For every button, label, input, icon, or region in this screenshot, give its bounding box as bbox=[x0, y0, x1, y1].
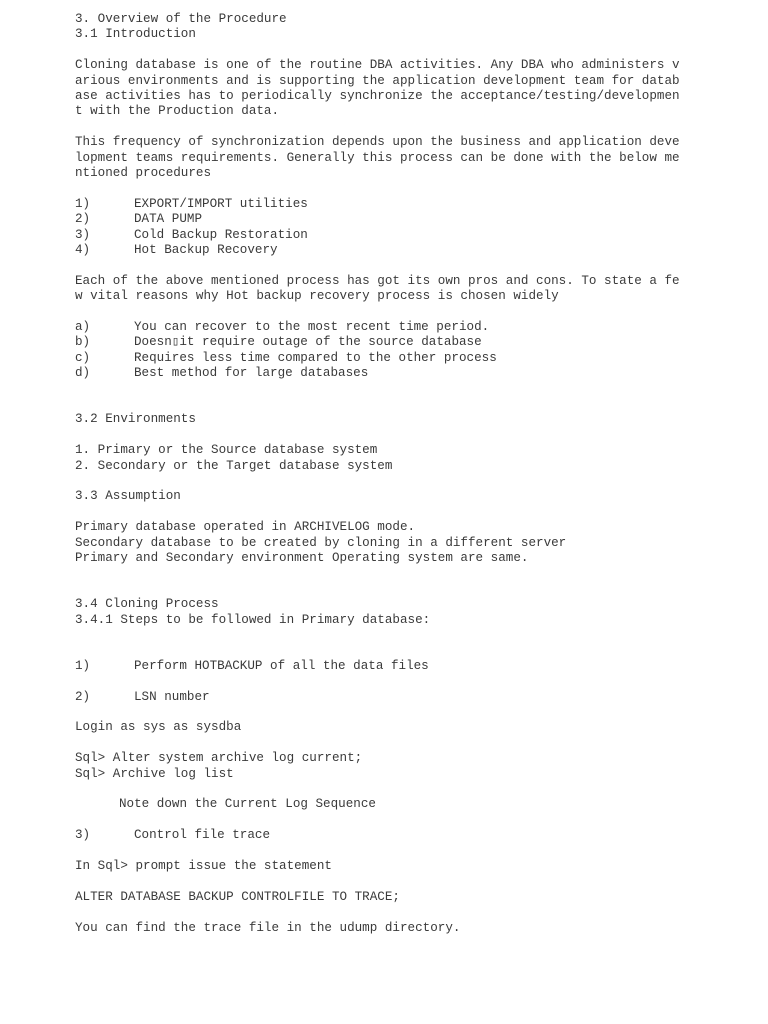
trace-line: You can find the trace file in the udump directory. bbox=[75, 920, 461, 935]
sql-line: Sql> Alter system archive log current; bbox=[75, 751, 363, 766]
list-item bbox=[75, 320, 685, 335]
assumption-line: Primary database operated in ARCHIVELOG mode. bbox=[75, 520, 416, 535]
list-item-text: Best method for large databases bbox=[134, 366, 369, 381]
list-item bbox=[75, 212, 685, 227]
step-marker: 3) bbox=[75, 828, 91, 843]
list-marker: b) bbox=[75, 335, 91, 350]
list-item-text: Doesn▯it require outage of the source database bbox=[134, 335, 482, 350]
section-heading: 3.2 Environments bbox=[75, 412, 196, 427]
note-line: Note down the Current Log Sequence bbox=[119, 797, 376, 812]
step-text: LSN number bbox=[134, 689, 210, 704]
step-text: Control file trace bbox=[134, 828, 271, 843]
list-marker: 1) bbox=[75, 196, 91, 211]
environment-item: 1. Primary or the Source database system bbox=[75, 443, 378, 458]
reason-list bbox=[75, 320, 685, 382]
list-item-text: EXPORT/IMPORT utilities bbox=[134, 196, 308, 211]
list-marker: a) bbox=[75, 320, 91, 335]
list-item-text: Hot Backup Recovery bbox=[134, 243, 278, 258]
step-marker: 1) bbox=[75, 658, 91, 673]
sub-heading: 3.1 Introduction bbox=[75, 27, 196, 42]
list-item bbox=[75, 243, 685, 258]
list-marker: d) bbox=[75, 366, 91, 381]
list-item-text: Cold Backup Restoration bbox=[134, 227, 308, 242]
intro-paragraph: Cloning database is one of the routine DBA activities. Any DBA who administers various environments and is supporting the application development team for database activities has to periodically synchronize the acceptance/testing/development with the Production data. bbox=[75, 58, 680, 119]
list-item-text: Requires less time compared to the other process bbox=[134, 350, 497, 365]
section-heading: 3. Overview of the Procedure bbox=[75, 12, 287, 26]
procedure-list bbox=[75, 197, 685, 259]
document-body bbox=[75, 12, 685, 936]
list-item bbox=[75, 335, 685, 350]
sub-heading: 3.4.1 Steps to be followed in Primary database: bbox=[75, 612, 431, 627]
prompt-line: In Sql> prompt issue the statement bbox=[75, 859, 332, 874]
list-item bbox=[75, 366, 685, 381]
step-text: Perform HOTBACKUP of all the data files bbox=[134, 658, 429, 673]
sql-line: Sql> Archive log list bbox=[75, 766, 234, 781]
environment-item: 2. Secondary or the Target database system bbox=[75, 458, 393, 473]
list-item bbox=[75, 197, 685, 212]
frequency-paragraph: This frequency of synchronization depends upon the business and application development teams requirements. Generally this process can be done with the below mentioned procedures bbox=[75, 135, 680, 181]
step-item bbox=[75, 690, 685, 705]
list-item bbox=[75, 351, 685, 366]
assumption-line: Primary and Secondary environment Operating system are same. bbox=[75, 551, 529, 566]
step-item bbox=[75, 828, 685, 843]
list-marker: 4) bbox=[75, 243, 91, 258]
list-marker: 2) bbox=[75, 212, 91, 227]
step-marker: 2) bbox=[75, 689, 91, 704]
pros-paragraph: Each of the above mentioned process has got its own pros and cons. To state a few vital reasons why Hot backup recovery process is chosen widely bbox=[75, 273, 680, 304]
section-heading: 3.4 Cloning Process bbox=[75, 597, 219, 612]
statement-line: ALTER DATABASE BACKUP CONTROLFILE TO TRACE; bbox=[75, 889, 400, 904]
list-marker: 3) bbox=[75, 227, 91, 242]
section-heading: 3.3 Assumption bbox=[75, 489, 181, 504]
list-item-text: DATA PUMP bbox=[134, 212, 203, 227]
list-item-text: You can recover to the most recent time period. bbox=[134, 320, 490, 335]
assumption-line: Secondary database to be created by cloning in a different server bbox=[75, 535, 567, 550]
list-item bbox=[75, 228, 685, 243]
list-marker: c) bbox=[75, 350, 91, 365]
step-item bbox=[75, 659, 685, 674]
login-line: Login as sys as sysdba bbox=[75, 720, 242, 735]
